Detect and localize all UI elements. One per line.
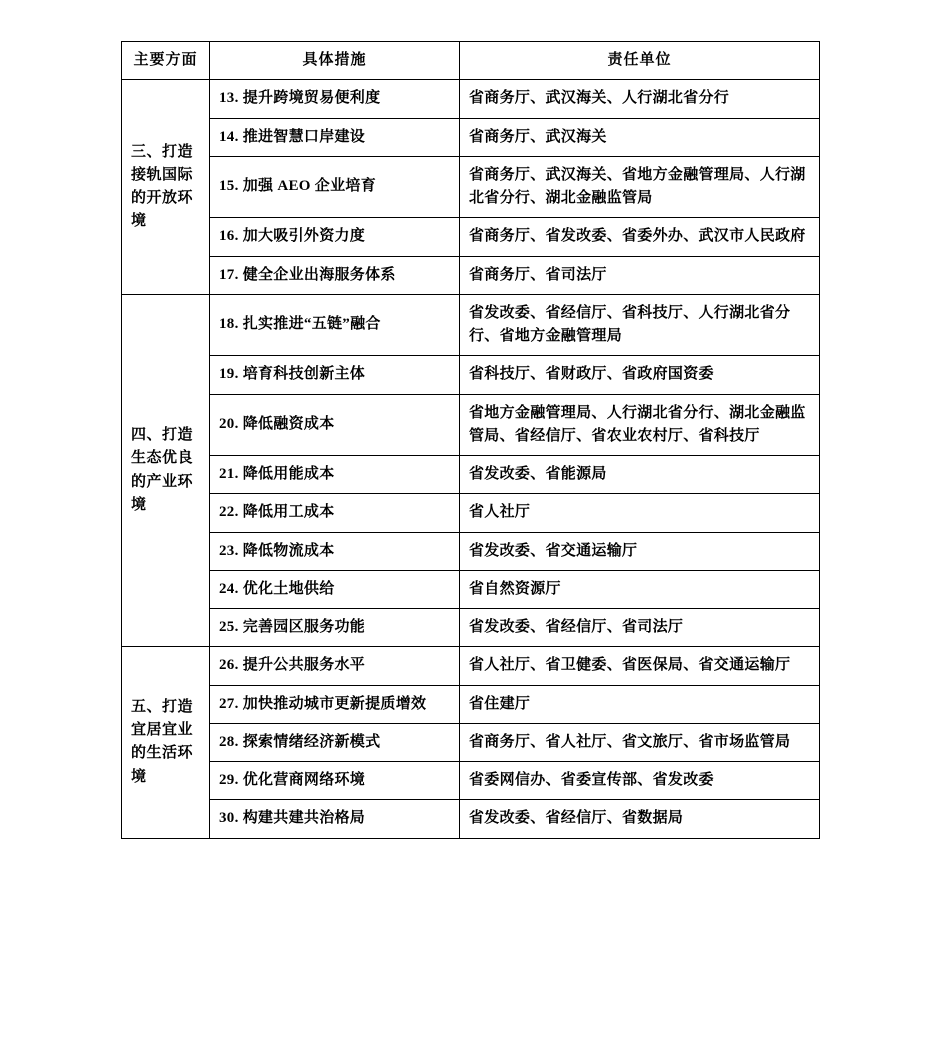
unit-cell: 省发改委、省经信厅、省数据局 — [460, 800, 820, 838]
column-header-unit: 责任单位 — [460, 42, 820, 80]
aspect-cell: 四、打造生态优良的产业环境 — [122, 294, 210, 647]
table-row — [122, 723, 820, 761]
unit-cell: 省科技厅、省财政厅、省政府国资委 — [460, 356, 820, 394]
table-row — [122, 494, 820, 532]
measure-cell: 14. 推进智慧口岸建设 — [210, 118, 460, 156]
unit-cell: 省发改委、省交通运输厅 — [460, 532, 820, 570]
measure-cell: 17. 健全企业出海服务体系 — [210, 256, 460, 294]
table-row — [122, 156, 820, 218]
table-row — [122, 685, 820, 723]
table-row — [122, 609, 820, 647]
measure-cell: 27. 加快推动城市更新提质增效 — [210, 685, 460, 723]
unit-cell: 省发改委、省经信厅、省科技厅、人行湖北省分行、省地方金融管理局 — [460, 294, 820, 356]
measure-cell: 15. 加强 AEO 企业培育 — [210, 156, 460, 218]
table-body — [122, 80, 820, 838]
unit-cell: 省商务厅、省发改委、省委外办、武汉市人民政府 — [460, 218, 820, 256]
measure-cell: 23. 降低物流成本 — [210, 532, 460, 570]
table-row — [122, 294, 820, 356]
aspect-cell: 三、打造接轨国际的开放环境 — [122, 80, 210, 295]
measure-cell: 30. 构建共建共治格局 — [210, 800, 460, 838]
measures-table — [121, 41, 820, 839]
measure-cell: 20. 降低融资成本 — [210, 394, 460, 456]
measure-cell: 21. 降低用能成本 — [210, 456, 460, 494]
table-row — [122, 647, 820, 685]
measure-cell: 22. 降低用工成本 — [210, 494, 460, 532]
measure-cell: 24. 优化土地供给 — [210, 570, 460, 608]
measure-cell: 19. 培育科技创新主体 — [210, 356, 460, 394]
unit-cell: 省商务厅、武汉海关 — [460, 118, 820, 156]
measure-cell: 16. 加大吸引外资力度 — [210, 218, 460, 256]
column-header-aspect: 主要方面 — [122, 42, 210, 80]
table-row — [122, 394, 820, 456]
unit-cell: 省人社厅、省卫健委、省医保局、省交通运输厅 — [460, 647, 820, 685]
measure-cell: 13. 提升跨境贸易便利度 — [210, 80, 460, 118]
unit-cell: 省住建厅 — [460, 685, 820, 723]
unit-cell: 省自然资源厅 — [460, 570, 820, 608]
unit-cell: 省商务厅、省司法厅 — [460, 256, 820, 294]
column-header-measure: 具体措施 — [210, 42, 460, 80]
table-row — [122, 800, 820, 838]
table-row — [122, 762, 820, 800]
aspect-cell: 五、打造宜居宜业的生活环境 — [122, 647, 210, 838]
measure-cell: 18. 扎实推进“五链”融合 — [210, 294, 460, 356]
measure-cell: 25. 完善园区服务功能 — [210, 609, 460, 647]
table-row — [122, 218, 820, 256]
table-header — [122, 42, 820, 80]
unit-cell: 省委网信办、省委宣传部、省发改委 — [460, 762, 820, 800]
table-row — [122, 118, 820, 156]
measure-cell: 26. 提升公共服务水平 — [210, 647, 460, 685]
table-row — [122, 456, 820, 494]
unit-cell: 省商务厅、武汉海关、人行湖北省分行 — [460, 80, 820, 118]
measure-cell: 28. 探索情绪经济新模式 — [210, 723, 460, 761]
unit-cell: 省地方金融管理局、人行湖北省分行、湖北金融监管局、省经信厅、省农业农村厅、省科技厅 — [460, 394, 820, 456]
unit-cell: 省商务厅、武汉海关、省地方金融管理局、人行湖北省分行、湖北金融监管局 — [460, 156, 820, 218]
table-row — [122, 80, 820, 118]
table-row — [122, 356, 820, 394]
table-row — [122, 532, 820, 570]
unit-cell: 省商务厅、省人社厅、省文旅厅、省市场监管局 — [460, 723, 820, 761]
unit-cell: 省发改委、省能源局 — [460, 456, 820, 494]
measure-cell: 29. 优化营商网络环境 — [210, 762, 460, 800]
table-row — [122, 256, 820, 294]
unit-cell: 省发改委、省经信厅、省司法厅 — [460, 609, 820, 647]
unit-cell: 省人社厅 — [460, 494, 820, 532]
table-row — [122, 570, 820, 608]
table-header-row — [122, 42, 820, 80]
